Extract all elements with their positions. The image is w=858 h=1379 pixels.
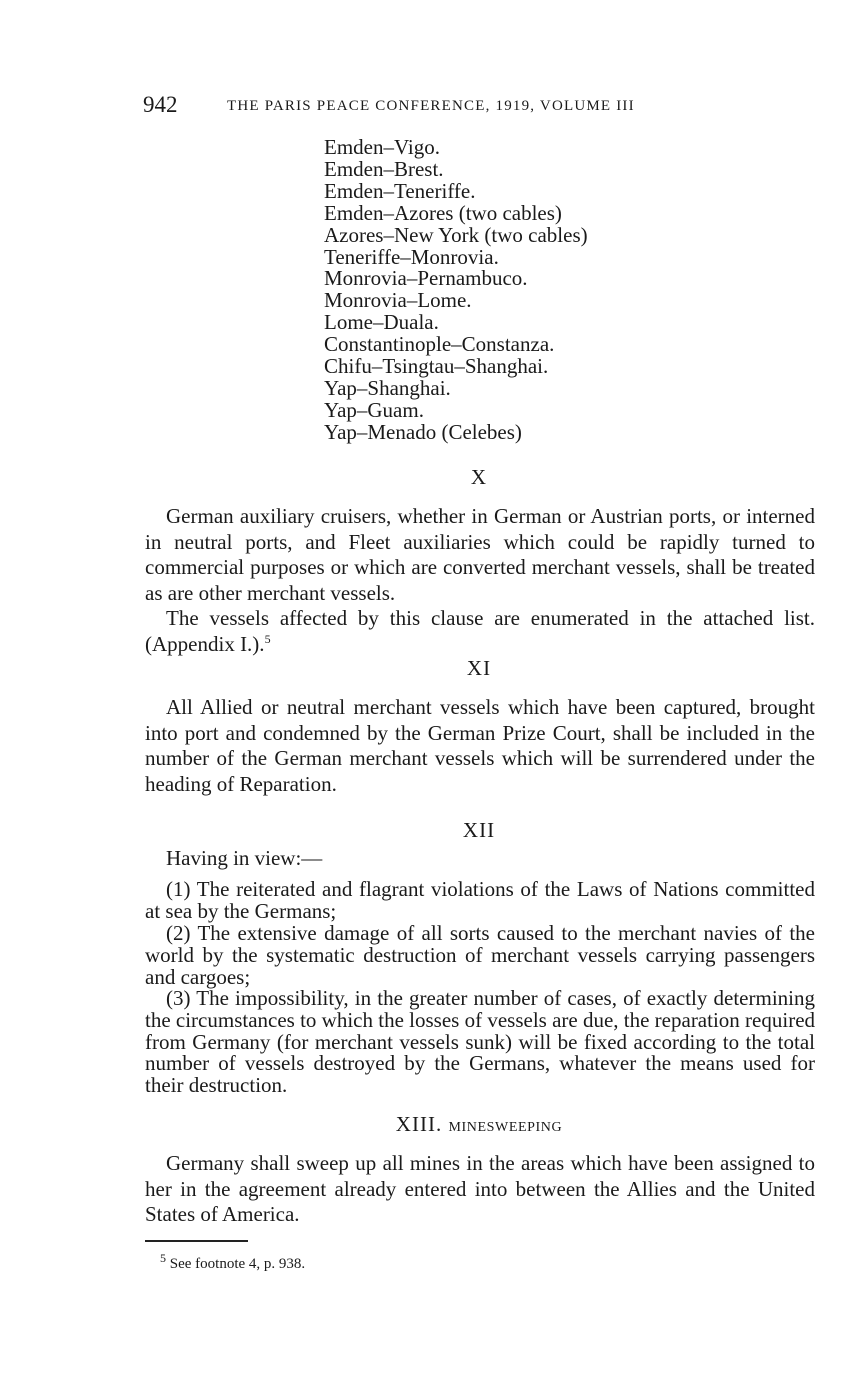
section-xi-paragraph: All Allied or neutral merchant vessels which have been captured, brought into port and condemned by the German Prize Court, shall be included in the number of the German merchant vessels which will be surrendered under the heading of Reparation.	[145, 695, 815, 796]
section-xiii-paragraph: Germany shall sweep up all mines in the areas which have been assigned to her in the agreement already entered into between the Allies and the United States of America.	[145, 1151, 815, 1226]
cable-item: Yap–Menado (Celebes)	[324, 419, 522, 444]
footnote-text: See footnote 4, p. 938.	[169, 1256, 306, 1272]
page-number: 942	[143, 92, 178, 117]
section-xi-heading: XI	[466, 656, 492, 680]
section-x-paragraph: German auxiliary cruisers, whether in German or Austrian ports, or interned in neutral ports, and Fleet auxiliaries which could be rapidly turned to commercial purposes or which are converted merchant vessels, shall be treated as are other merchant vessels.	[145, 504, 815, 605]
cable-item: Emden–Azores (two cables)	[324, 200, 562, 225]
cable-item: Emden–Brest.	[324, 156, 444, 181]
running-title: THE PARIS PEACE CONFERENCE, 1919, VOLUME III	[227, 98, 635, 114]
section-x-paragraph-2-text: The vessels affected by this clause are enumerated in the attached list. (Appendix I.).	[145, 606, 815, 656]
footnote-reference: 5	[264, 631, 271, 646]
cable-item: Constantinople–Constanza.	[324, 332, 555, 357]
section-xii-item: (1) The reiterated and flagrant violations of the Laws of Nations committed at sea by the Germans;	[145, 877, 815, 923]
cable-item: Yap–Shanghai.	[324, 375, 451, 400]
cable-item: Emden–Teneriffe.	[324, 178, 476, 203]
section-xiii-heading	[143, 1112, 815, 1137]
section-xii-item: (2) The extensive damage of all sorts caused to the merchant navies of the world by the systematic destruction of merchant vessels carrying passengers and cargoes;	[145, 921, 815, 989]
cable-item: Chifu–Tsingtau–Shanghai.	[324, 354, 549, 379]
footnote	[160, 1251, 306, 1273]
section-xii-heading: XII	[462, 818, 496, 842]
cable-item: Teneriffe–Monrovia.	[324, 244, 499, 269]
cable-item: Azores–New York (two cables)	[324, 222, 588, 247]
cable-item: Monrovia–Lome.	[324, 288, 472, 313]
cable-item: Emden–Vigo.	[324, 135, 440, 159]
section-x-paragraph-2	[145, 606, 815, 657]
section-xiii-title: MINESWEEPING	[448, 1120, 563, 1135]
footnote-mark: 5	[160, 1251, 166, 1265]
cable-item: Yap–Guam.	[324, 397, 424, 422]
section-xiii-numeral: XIII.	[395, 1112, 443, 1136]
footnote-divider	[145, 1240, 248, 1242]
cable-item: Monrovia–Pernambuco.	[324, 266, 528, 291]
section-xii-item: (3) The impossibility, in the greater number of cases, of exactly determining the circumstances to which the losses of vessels are due, the reparation required from Germany (for merchant vessels sunk) will be fixed according to the total number of vessels destroyed by the Germans, whatever the means used for their destruction.	[145, 986, 816, 1098]
section-xii-intro: Having in view:—	[166, 846, 323, 870]
page-header	[143, 92, 743, 122]
cable-list	[324, 137, 588, 444]
section-x-heading: X	[470, 465, 488, 489]
cable-item: Lome–Duala.	[324, 310, 439, 335]
